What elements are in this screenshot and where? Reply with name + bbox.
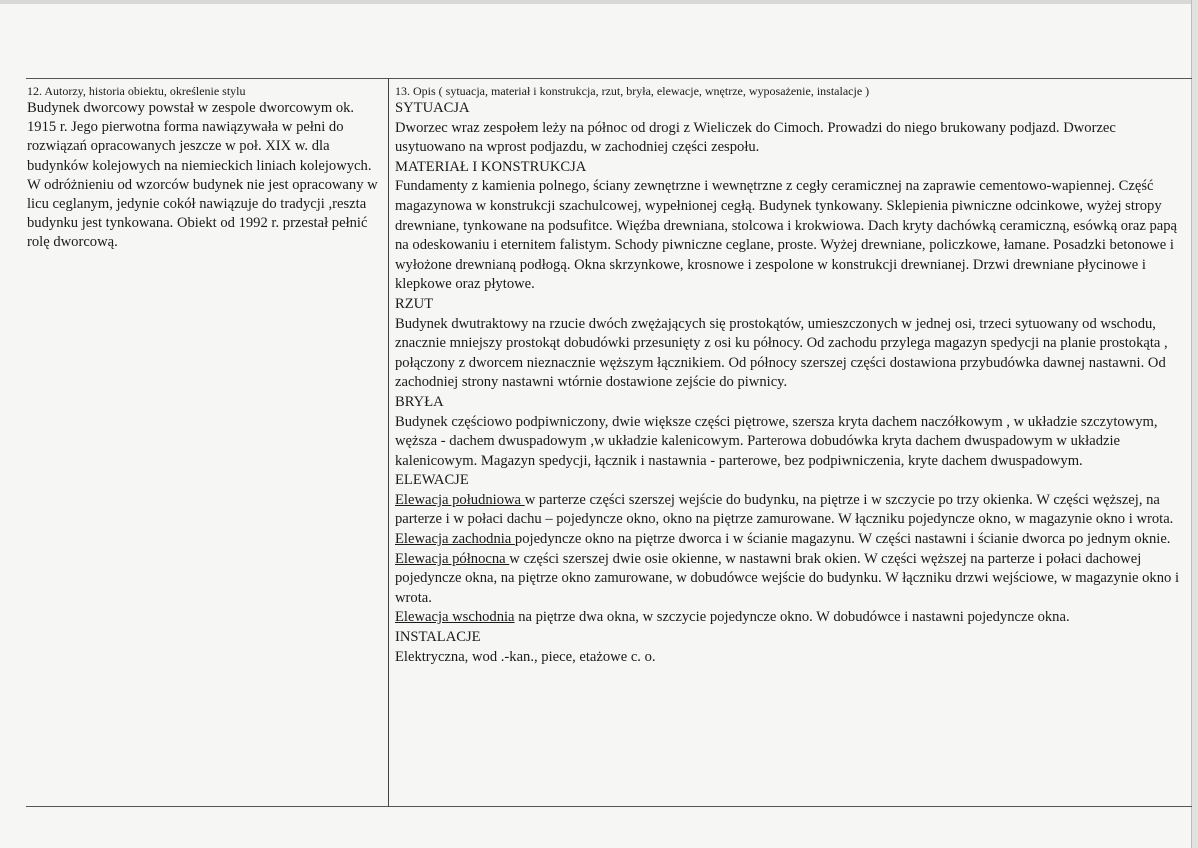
- elewacja-polnocna-text: w części szerszej dwie osie okienne, w nastawni brak okien. W części węższej na parterze i połaci dachowej pojedyncze okna, na piętrze okno zamurowane, w dobudówce wejście do budynku. W łączniku drzwi wejściowe, w magazynie okno i wrota.: [395, 550, 1180, 606]
- section-12-history: [27, 84, 385, 253]
- material-text: Fundamenty z kamienia polnego, ściany zewnętrzne i wewnętrzne z cegły ceramicznej na zaprawie cementowo-wapiennej. Część magazynowa w konstrukcji szachulcowej, wypełnionej cegłą. Budynek tynkowany. Sklepienia piwniczne odcinkowe, wyżej stropy drewniane, tynkowane na podsufitce. Więźba drewniana, stolcowa i krokwiowa. Dach kryty dachówką ceramiczną, esówką oraz papą na odeskowaniu i eternitem falistym. Schody piwniczne ceglane, proste. Wyżej drewniane, policzkowe, łamane. Posadzki betonowe i wyłożone drewnianą podłogą. Okna skrzynkowe, krosnowe i zespolone w konstrukcji drewnianej. Drzwi drewniane płycinowe i klepkowe oraz płytowe.: [395, 178, 1178, 293]
- elewacja-poludniowa-label: Elewacja południowa: [395, 491, 525, 508]
- page-edge-top: [0, 0, 1198, 4]
- bryla-text: Budynek częściowo podpiwniczony, dwie większe części piętrowe, szersza kryta dachem naczółkowym , w układzie szczytowym, węższa - dachem dwuspadowym ,w układzie kalenicowym. Parterowa dobudówka kryta dachem dwuspadowym w układzie kalenicowym. Magazyn spedycji, łącznik i nastawnia - parterowe, bez podpiwniczenia, kryte dachem dwuspadowym.: [395, 413, 1158, 469]
- bryla-title: BRYŁA: [395, 393, 444, 410]
- elewacja-wschodnia-text: na piętrze dwa okna, w szczycie pojedyncze okno. W dobudówce i nastawni pojedyncze okna.: [514, 609, 1070, 626]
- elewacja-poludniowa-text: w parterze części szerszej wejście do budynku, na piętrze i w szczycie po trzy okienka. W części węższej, na parterze i w połaci dachu – pojedyncze okno, okno na piętrze zamurowane. W łączniku pojedyncze okno, w magazynie okno i wrota.: [395, 491, 1174, 528]
- elewacje-title: ELEWACJE: [395, 472, 469, 489]
- section-13-description: [395, 84, 1185, 667]
- instalacje-title: INSTALACJE: [395, 629, 481, 646]
- instalacje-text: Elektryczna, wod .-kan., piece, etażowe c. o.: [395, 648, 656, 665]
- elewacja-zachodnia-label: Elewacja zachodnia: [395, 531, 515, 548]
- section-13-heading: 13. Opis ( sytuacja, materiał i konstrukcja, rzut, bryła, elewacje, wnętrze, wyposażenie, instalacje ): [395, 84, 870, 98]
- sytuacja-title: SYTUACJA: [395, 100, 470, 116]
- elewacja-polnocna-label: Elewacja północna: [395, 550, 510, 567]
- column-divider: [388, 78, 389, 807]
- bottom-rule: [26, 806, 1192, 807]
- material-title: MATERIAŁ I KONSTRUKCJA: [395, 158, 587, 175]
- elewacja-zachodnia-text: pojedyncze okno na piętrze dworca i w ścianie magazynu. W części nastawni i ścianie dworca po jednym oknie.: [514, 531, 1171, 548]
- section-12-body: Budynek dworcowy powstał w zespole dworcowym ok. 1915 r. Jego pierwotna forma nawiązywała w pełni do rozwiązań opracowanych jeszcze w poł. XIX w. dla budynków kolejowych na niemieckich liniach kolejowych. W odróżnieniu od wzorców budynek nie jest opracowany w licu ceglanym, jedynie cokół nawiązuje do tradycji ,reszta budynku jest tynkowana. Obiekt od 1992 r. przestał pełnić rolę dworcową.: [27, 100, 378, 251]
- section-12-heading: 12. Autorzy, historia obiektu, określenie stylu: [27, 84, 246, 98]
- top-rule: [26, 78, 1192, 79]
- elewacja-wschodnia-label: Elewacja wschodnia: [395, 609, 515, 626]
- rzut-title: RZUT: [395, 295, 434, 312]
- rzut-text: Budynek dwutraktowy na rzucie dwóch zwężających się prostokątów, umieszczonych w jednej osi, trzeci sytuowany od wschodu, znacznie mniejszy prostokąt dobudówki przesunięty z osi ku północy. Od zachodu przylega magazyn spedycji na planie prostokąta , połączony z dworcem nieznacznie węższym łącznikiem. Od północy szerszej części dostawiona przybudówka dawnej nastawni. Od zachodniej strony nastawni wtórnie dostawione zejście do piwnicy.: [395, 315, 1168, 391]
- page-edge-right: [1191, 0, 1198, 848]
- sytuacja-text: Dworzec wraz zespołem leży na północ od drogi z Wieliczek do Cimoch. Prowadzi do niego brukowany podjazd. Dworzec usytuowano na wprost podjazdu, w zachodniej części zespołu.: [395, 119, 1116, 156]
- elewacje-text: [395, 491, 1185, 628]
